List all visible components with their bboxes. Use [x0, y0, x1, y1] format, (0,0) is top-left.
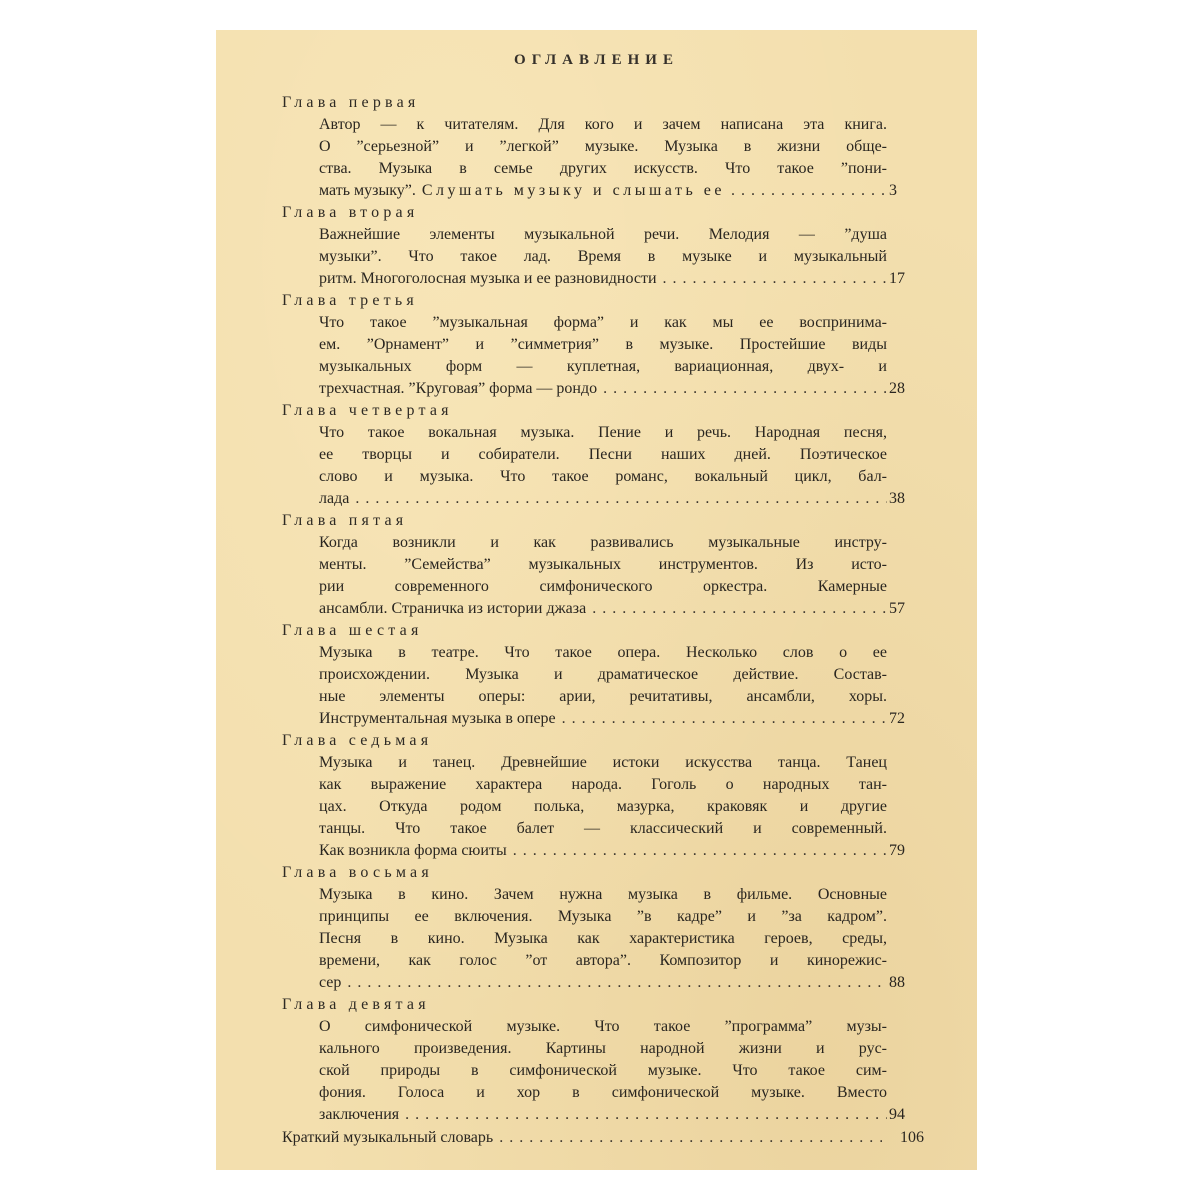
- chapter-description: [319, 642, 905, 730]
- description-line-text: лада: [319, 490, 350, 507]
- description-line: музыкальных форм — куплетная, вариационная, двух- и: [319, 358, 887, 375]
- dot-leader: [603, 378, 887, 400]
- toc-glossary-entry: [282, 1127, 924, 1149]
- description-line-text: трехчастная. ”Круговая” форма — рондо: [319, 380, 598, 397]
- dot-leader: [499, 1127, 882, 1149]
- chapter-title: Глава вторая: [282, 204, 419, 221]
- chapter-description: [319, 224, 905, 290]
- description-last-line: трехчастная. ”Круговая” форма — рондо . . . 28: [319, 378, 887, 400]
- chapter-title: Глава пятая: [282, 512, 408, 529]
- chapter-title: Глава шестая: [282, 622, 423, 639]
- description-line: ской природы в симфонической музыке. Что такое сим-: [319, 1062, 887, 1079]
- chapter-description: [319, 532, 905, 620]
- toc-chapter: [282, 92, 924, 202]
- description-line: Что такое вокальная музыка. Пение и речь. Народная песня,: [319, 424, 887, 441]
- toc-chapter: [282, 730, 924, 862]
- dot-leader: [663, 268, 887, 290]
- description-last-line: мать музыку”. Слушать музыку и слышать ее . . . 3: [319, 180, 887, 202]
- description-line: слово и музыка. Что такое романс, вокальный цикл, бал-: [319, 468, 887, 485]
- chapter-description: [319, 312, 905, 400]
- dot-leader: [405, 1104, 887, 1126]
- book-page: [216, 30, 977, 1170]
- chapter-description: [319, 752, 905, 862]
- chapter-title: Глава восьмая: [282, 864, 433, 881]
- description-line: Важнейшие элементы музыкальной речи. Мелодия — ”душа: [319, 226, 887, 243]
- glossary-label: Краткий музыкальный словарь: [282, 1129, 494, 1146]
- description-line: Музыка и танец. Древнейшие истоки искусства танца. Танец: [319, 754, 887, 771]
- description-line: происхождении. Музыка и драматическое действие. Состав-: [319, 666, 887, 683]
- description-line: кального произведения. Картины народной жизни и рус-: [319, 1040, 887, 1057]
- description-line-text: Как возникла форма сюиты: [319, 842, 507, 859]
- description-last-line: сер . . . 88: [319, 972, 887, 994]
- toc-chapter: [282, 510, 924, 620]
- description-line: танцы. Что такое балет — классический и современный.: [319, 820, 887, 837]
- dot-leader: [347, 972, 887, 994]
- chapter-title: Глава девятая: [282, 996, 430, 1013]
- dot-leader: [731, 180, 887, 202]
- toc-chapter: [282, 994, 924, 1126]
- description-line: как выражение характера народа. Гоголь о народных тан-: [319, 776, 887, 793]
- description-line: времени, как голос ”от автора”. Композитор и кинорежис-: [319, 952, 887, 969]
- chapter-title: Глава четвертая: [282, 402, 453, 419]
- description-line: цах. Откуда родом полька, мазурка, краковяк и другие: [319, 798, 887, 815]
- description-line: менты. ”Семейства” музыкальных инструментов. Из исто-: [319, 556, 887, 573]
- toc-chapter: [282, 290, 924, 400]
- description-line: ее творцы и собиратели. Песни наших дней. Поэтическое: [319, 446, 887, 463]
- description-line: Песня в кино. Музыка как характеристика героев, среды,: [319, 930, 887, 947]
- toc-chapter: [282, 620, 924, 730]
- description-line: музыки”. Что такое лад. Время в музыке и музыкальный: [319, 248, 887, 265]
- description-line: ем. ”Орнамент” и ”симметрия” в музыке. Простейшие виды: [319, 336, 887, 353]
- description-last-line: Инструментальная музыка в опере . . . 72: [319, 708, 887, 730]
- description-line-text: ансамбли. Страничка из истории джаза: [319, 600, 587, 617]
- dot-leader: [592, 598, 887, 620]
- description-line-text: заключения: [319, 1106, 400, 1123]
- chapter-description: [319, 1016, 905, 1126]
- chapter-title: Глава первая: [282, 94, 420, 111]
- description-emphasis: Слушать музыку и слышать ее: [421, 182, 725, 199]
- description-line: ства. Музыка в семье других искусств. Что такое ”пони-: [319, 160, 887, 177]
- description-line: принципы ее включения. Музыка ”в кадре” и ”за кадром”.: [319, 908, 887, 925]
- chapter-description: [319, 422, 905, 510]
- description-last-line: заключения . . . 94: [319, 1104, 887, 1126]
- table-of-contents: [282, 92, 924, 1149]
- description-line: ные элементы оперы: арии, речитативы, ансамбли, хоры.: [319, 688, 887, 705]
- description-line: О ”серьезной” и ”легкой” музыке. Музыка в жизни обще-: [319, 138, 887, 155]
- description-line-text: Инструментальная музыка в опере: [319, 710, 556, 727]
- toc-heading: ОГЛАВЛЕНИЕ: [514, 52, 679, 68]
- description-line-text: мать музыку”.: [319, 182, 416, 199]
- description-line: О симфонической музыке. Что такое ”программа” музы-: [319, 1018, 887, 1035]
- toc-chapter: [282, 400, 924, 510]
- description-line: Музыка в театре. Что такое опера. Несколько слов о ее: [319, 644, 887, 661]
- dot-leader: [562, 708, 887, 730]
- toc-chapter: [282, 202, 924, 290]
- dot-leader: [355, 488, 887, 510]
- chapter-description: [319, 884, 905, 994]
- page-number: 106: [900, 1129, 924, 1146]
- description-last-line: ансамбли. Страничка из истории джаза . . . 57: [319, 598, 887, 620]
- description-last-line: лада . . . 38: [319, 488, 887, 510]
- description-last-line: Как возникла форма сюиты . . . 79: [319, 840, 887, 862]
- description-last-line: ритм. Многоголосная музыка и ее разновидности . . . 17: [319, 268, 887, 290]
- description-line-text: сер: [319, 974, 342, 991]
- chapter-description: [319, 114, 897, 202]
- chapter-title: Глава седьмая: [282, 732, 433, 749]
- description-line: Автор — к читателям. Для кого и зачем написана эта книга.: [319, 116, 887, 133]
- description-line: рии современного симфонического оркестра. Камерные: [319, 578, 887, 595]
- description-line: Музыка в кино. Зачем нужна музыка в фильме. Основные: [319, 886, 887, 903]
- description-line: фония. Голоса и хор в симфонической музыке. Вместо: [319, 1084, 887, 1101]
- description-line-text: ритм. Многоголосная музыка и ее разновидности: [319, 270, 657, 287]
- toc-chapter: [282, 862, 924, 994]
- description-line: Что такое ”музыкальная форма” и как мы ее воспринима-: [319, 314, 887, 331]
- description-line: Когда возникли и как развивались музыкальные инстру-: [319, 534, 887, 551]
- chapter-title: Глава третья: [282, 292, 418, 309]
- dot-leader: [513, 840, 887, 862]
